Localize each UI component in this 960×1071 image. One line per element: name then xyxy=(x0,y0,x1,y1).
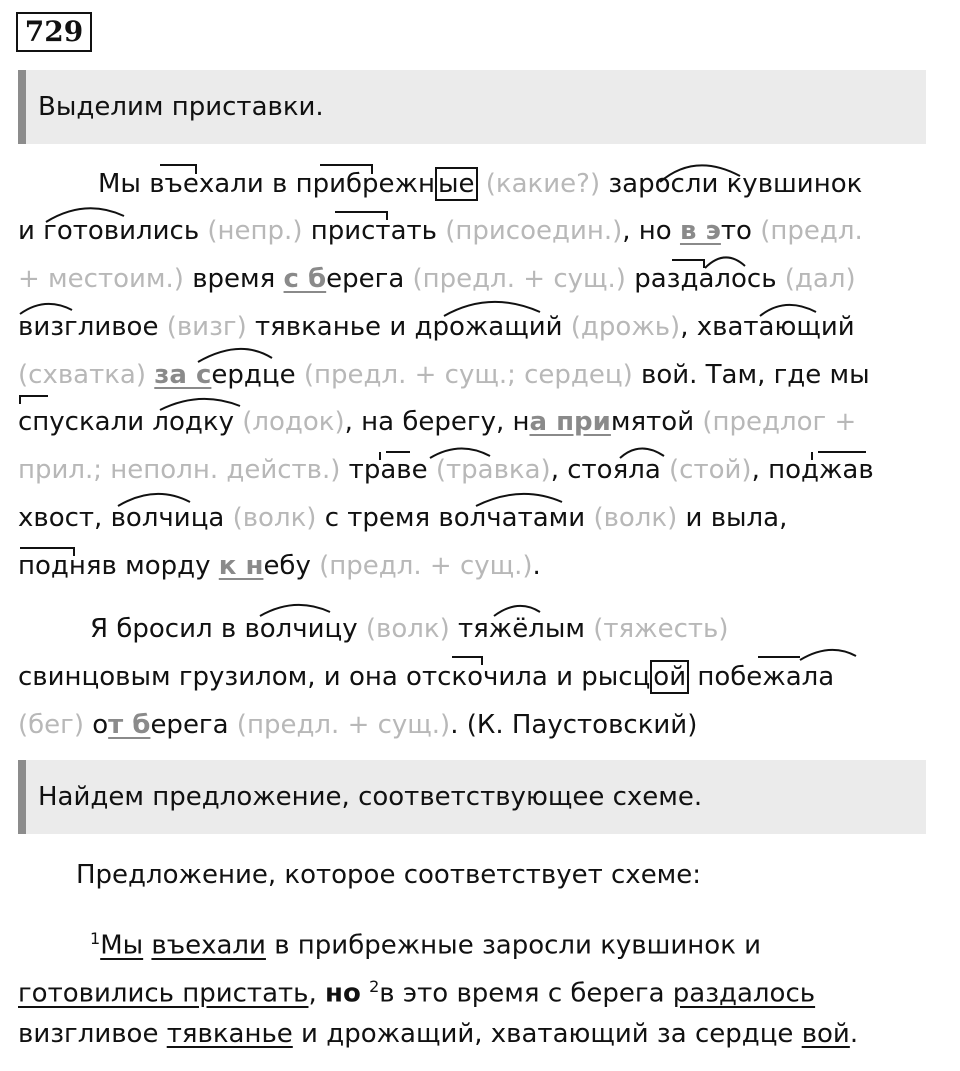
text-line-8: хвост, волчица (волк) с тремя волчатами (волк) и выла, xyxy=(18,503,788,533)
answer-line-2: готовились пристать, но $^2$в это время с берега раздалось xyxy=(18,977,816,1009)
text-line-12: (бег) от берега (предл. + сущ.). (К. Паустовский) xyxy=(18,710,698,740)
text-line-9: подняв морду к небу (предл. + сущ.). xyxy=(18,551,541,581)
ending-box: ой xyxy=(650,660,689,694)
text-line-4: визгливое (визг) тявканье и дрожащий (дрожь), хватающий xyxy=(18,312,855,342)
text-line-7: прил.; неполн. действ.) траве (травка), стояла (стой), поджав xyxy=(18,455,874,485)
text-line-3: + местоим.) время с берега (предл. + сущ.) раздалось (дал) xyxy=(18,264,856,294)
exercise-number: 729 xyxy=(16,12,92,52)
text-line-10: Я бросил в волчицу (волк) тяжёлым (тяжесть) xyxy=(90,614,729,644)
text-line-2: и готовились (непр.) пристать (присоедин.), но в это (предл. xyxy=(18,216,863,246)
subject-mark: тявканье xyxy=(166,1019,293,1049)
answer-line-3: визгливое тявканье и дрожащий, хватающий за сердце вой. xyxy=(18,1019,859,1049)
answer-intro: Предложение, которое соответствует схеме: xyxy=(76,860,702,890)
section-title-scheme: Найдем предложение, соответствующее схеме. xyxy=(18,760,926,834)
subject-mark: вой xyxy=(801,1019,850,1049)
text-line-1: Мы въехали в прибрежн ые (какие?) заросли кувшинок xyxy=(98,169,863,199)
predicate-mark: въехали xyxy=(151,930,266,961)
predicate-mark: готовились пристать xyxy=(18,978,309,1009)
text-line-11: свинцовым грузилом, и она отскочила и рысц ой побежала xyxy=(18,662,835,692)
text-line-6: спускали лодку (лодок), на берегу, на примятой (предлог + xyxy=(18,407,857,437)
section-title-prefixes: Выделим приставки. xyxy=(18,70,926,144)
answer-line-1: $^1$Мы въехали в прибрежные заросли кувшинок и xyxy=(90,929,762,961)
text-line-5: (схватка) за сердце (предл. + сущ.; сердец) вой. Там, где мы xyxy=(18,360,870,390)
subject-mark: Мы xyxy=(100,930,144,961)
ending-box: ые xyxy=(435,167,478,201)
predicate-mark: раздалось xyxy=(672,978,816,1009)
